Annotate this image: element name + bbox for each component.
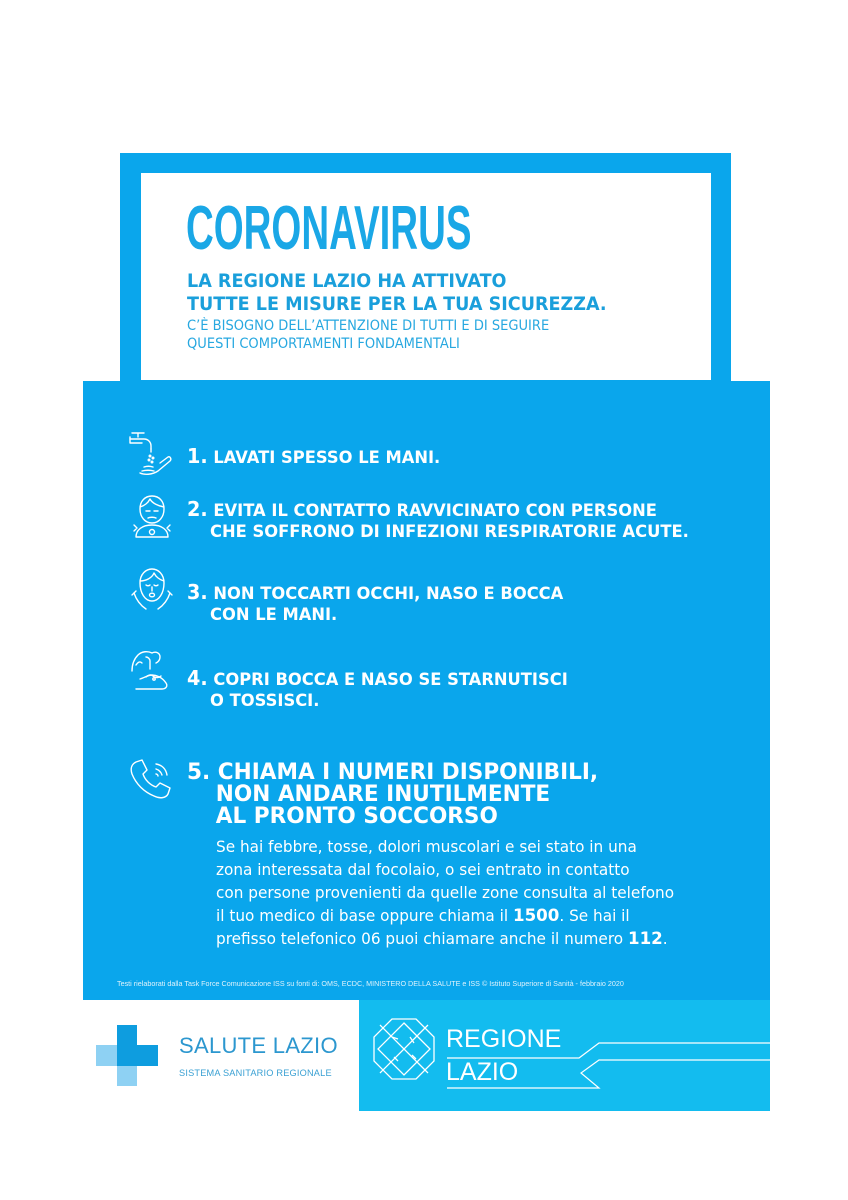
- phone-icon: [126, 756, 178, 808]
- item-number: 1.: [187, 444, 208, 468]
- note-line-1: C’È BISOGNO DELL’ATTENZIONE DI TUTTI E DI SEGUIRE: [187, 318, 550, 334]
- cross-icon-arm: [96, 1045, 117, 1066]
- subtitle-line-2: TUTTE LE MISURE PER LA TUA SICUREZZA.: [187, 294, 607, 315]
- phone-number-1500: 1500: [512, 906, 560, 926]
- phone-number-112: 112: [627, 929, 663, 949]
- hand-washing-icon: [126, 429, 178, 481]
- call-body-line: Se hai febbre, tosse, dolori muscolari e sei stato in una: [216, 838, 637, 856]
- salute-lazio-subtitle: SISTEMA SANITARIO REGIONALE: [179, 1068, 332, 1078]
- item-text: COPRI BOCCA E NASO SE STARNUTISCI: [213, 670, 568, 690]
- item-text-cont: O TOSSISCI.: [210, 691, 320, 711]
- call-body-line: zona interessata dal focolaio, o sei entrato in contatto: [216, 861, 630, 879]
- text: il tuo medico di base oppure chiama il: [216, 907, 513, 925]
- item-number: 3.: [187, 580, 208, 604]
- cross-icon-arm: [117, 1066, 137, 1086]
- call-title-line-3: AL PRONTO SOCCORSO: [215, 803, 498, 829]
- call-title-line-2: NON ANDARE INUTILMENTE: [215, 781, 551, 807]
- regione-line-2: LAZIO: [446, 1058, 519, 1086]
- subtitle-line-1: LA REGIONE LAZIO HA ATTIVATO: [187, 271, 507, 292]
- call-title: [187, 761, 598, 827]
- page-title: CORONAVIRUS: [186, 194, 472, 263]
- note-line-2: QUESTI COMPORTAMENTI FONDAMENTALI: [187, 336, 460, 352]
- credits-text: Testi rielaborati dalla Task Force Comunicazione ISS su fonti di: OMS, ECDC, MINISTERO DELLA SALUTE e ISS © Istituto Superiore di Sanità - febbraio 2020: [117, 979, 624, 988]
- text: .: [662, 930, 668, 948]
- cross-icon-arm: [137, 1045, 158, 1066]
- salute-lazio-title: SALUTE LAZIO: [179, 1033, 338, 1058]
- sick-person-icon: [126, 489, 178, 541]
- item-text-cont: CON LE MANI.: [210, 605, 338, 625]
- regione-line-1: REGIONE: [446, 1025, 562, 1053]
- item-number: 2.: [187, 497, 208, 521]
- sneeze-elbow-icon: [126, 643, 178, 695]
- call-body-line: con persone provenienti da quelle zone consulta al telefono: [216, 884, 675, 902]
- text: prefisso telefonico 06 puoi chiamare anche il numero: [216, 930, 628, 948]
- salute-lazio-logo: [83, 1000, 359, 1110]
- call-body-line: [216, 928, 674, 951]
- item-number: 4.: [187, 666, 208, 690]
- cross-icon: [117, 1025, 137, 1066]
- call-title-line-1: CHIAMA I NUMERI DISPONIBILI,: [217, 759, 599, 785]
- item-text: NON TOCCARTI OCCHI, NASO E BOCCA: [213, 584, 564, 604]
- guidelines-panel: [83, 381, 770, 1000]
- item-text: LAVATI SPESSO LE MANI.: [213, 448, 441, 468]
- item-text: EVITA IL CONTATTO RAVVICINATO CON PERSONE: [213, 501, 657, 521]
- call-body-line: [216, 905, 674, 928]
- item-number: 5.: [187, 759, 211, 785]
- item-text-cont: CHE SOFFRONO DI INFEZIONI RESPIRATORIE ACUTE.: [210, 522, 689, 542]
- regione-lazio-logo: [359, 1000, 770, 1111]
- regione-emblem-icon: [372, 1017, 436, 1081]
- face-touch-icon: [126, 565, 178, 617]
- call-body: [216, 836, 674, 951]
- text: . Se hai il: [559, 907, 630, 925]
